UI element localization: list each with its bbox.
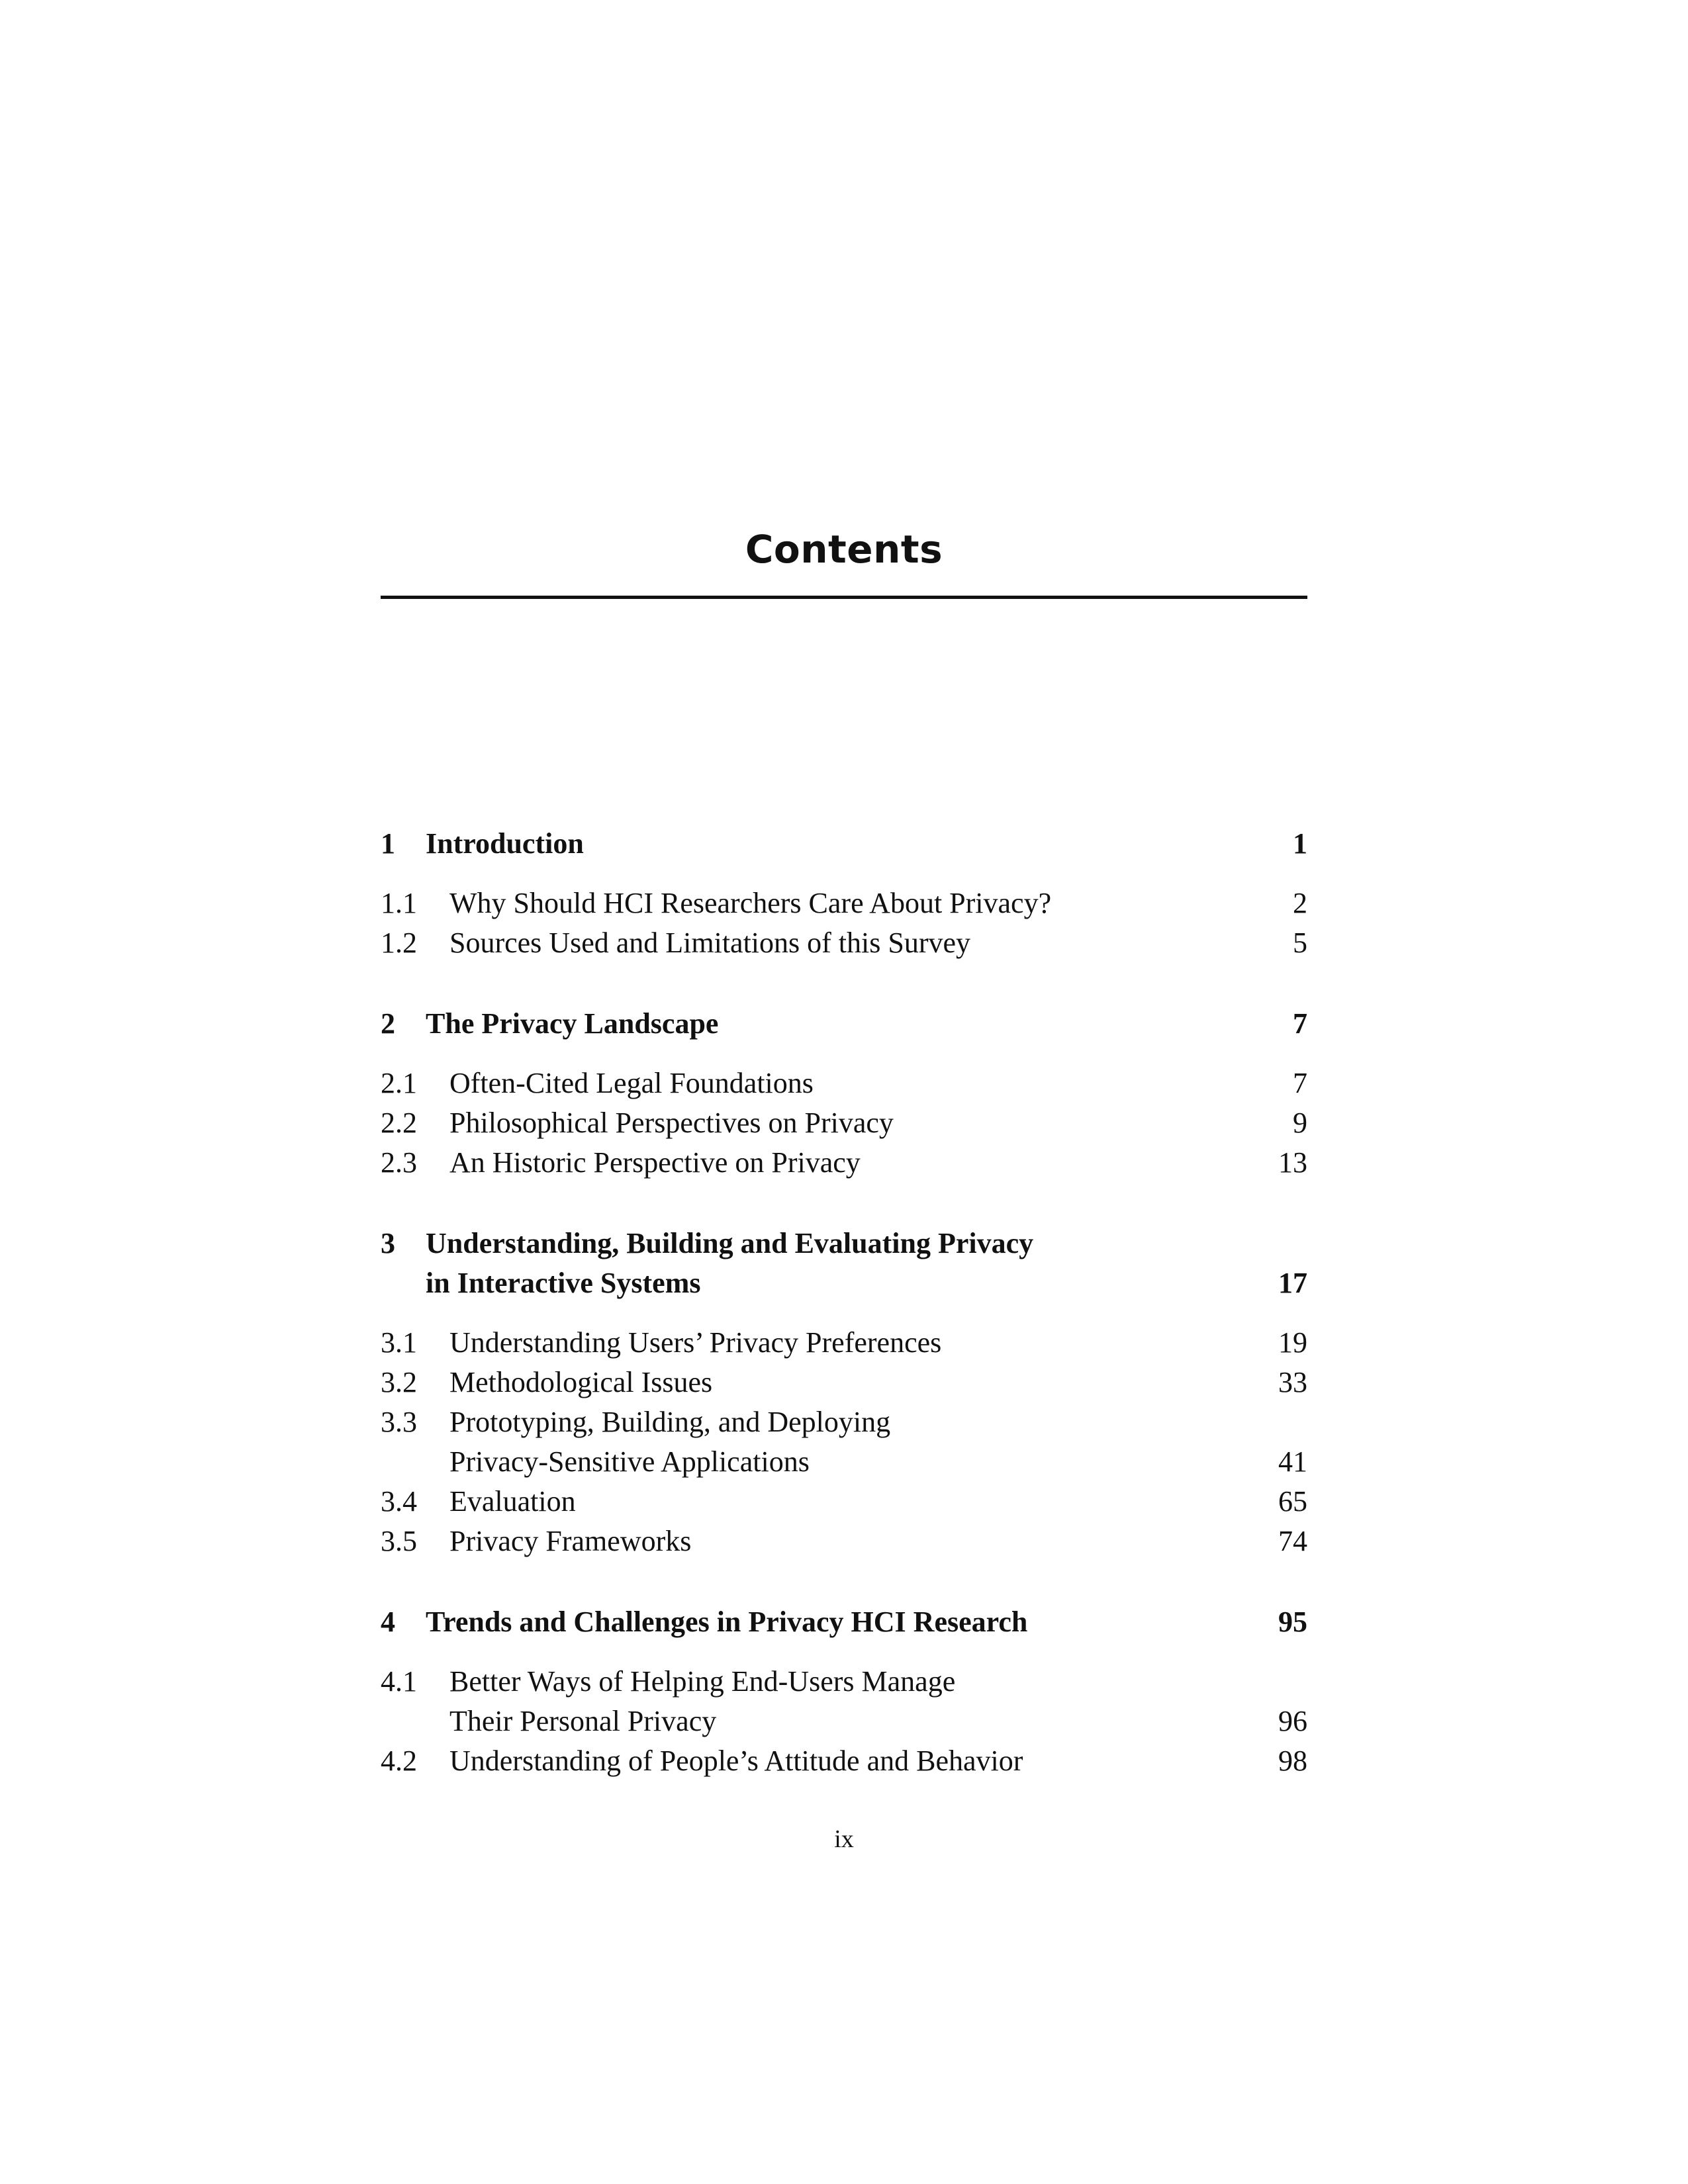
table-of-contents [381, 824, 1307, 1822]
page-title: Contents [745, 527, 943, 572]
chapter-title-line: Introduction [426, 827, 584, 860]
section-title-line: An Historic Perspective on Privacy [449, 1146, 861, 1179]
section-entry[interactable] [381, 1482, 1307, 1522]
chapter-heading[interactable] [381, 1602, 1307, 1642]
section-title-line: Privacy-Sensitive Applications [449, 1445, 810, 1478]
section-number: 2.1 [381, 1067, 417, 1099]
chapter-title-line: Understanding, Building and Evaluating Privacy [426, 1227, 1034, 1259]
section-entry[interactable] [381, 1103, 1307, 1143]
section-title-line: Sources Used and Limitations of this Survey [449, 927, 971, 959]
chapter-title [426, 1004, 1220, 1044]
section-title-line: Understanding of People’s Attitude and Behavior [449, 1745, 1023, 1777]
section-title [449, 1402, 1145, 1482]
chapter-title [426, 1224, 1220, 1303]
section-number: 2.2 [381, 1107, 417, 1139]
section-title-line: Often-Cited Legal Foundations [449, 1067, 814, 1099]
section-title [449, 884, 1145, 923]
section-title [449, 1482, 1145, 1522]
section-number: 2.3 [381, 1146, 417, 1179]
section-title-line: Philosophical Perspectives on Privacy [449, 1107, 894, 1139]
section-page-number: 98 [1278, 1745, 1307, 1777]
section-title [449, 1363, 1145, 1402]
section-title [449, 923, 1145, 963]
section-entry[interactable] [381, 1741, 1307, 1781]
section-number: 1.1 [381, 887, 417, 919]
section-title-line: Evaluation [449, 1485, 576, 1518]
section-page-number: 33 [1278, 1366, 1307, 1398]
chapter-heading[interactable] [381, 1004, 1307, 1044]
section-page-number: 2 [1293, 887, 1307, 919]
chapter-title-line: The Privacy Landscape [426, 1007, 719, 1040]
chapter-title [426, 1602, 1220, 1642]
section-title-line: Better Ways of Helping End-Users Manage [449, 1665, 956, 1698]
section-page-number: 65 [1278, 1485, 1307, 1518]
chapter-4 [381, 1602, 1307, 1781]
section-entry[interactable] [381, 884, 1307, 923]
section-entry[interactable] [381, 1064, 1307, 1103]
chapter-page-number: 1 [1293, 827, 1307, 860]
chapter-2 [381, 1004, 1307, 1183]
section-page-number: 41 [1278, 1445, 1307, 1478]
section-title-line: Understanding Users’ Privacy Preferences [449, 1326, 942, 1359]
section-title [449, 1522, 1145, 1561]
chapter-title-line: in Interactive Systems [426, 1267, 701, 1299]
chapter-heading[interactable] [381, 1224, 1307, 1303]
section-title [449, 1143, 1145, 1183]
chapter-number: 2 [381, 1007, 395, 1040]
section-title-line: Their Personal Privacy [449, 1705, 717, 1737]
chapter-number: 1 [381, 827, 395, 860]
section-title [449, 1064, 1145, 1103]
section-number: 3.3 [381, 1406, 417, 1438]
chapter-page-number: 17 [1278, 1267, 1307, 1299]
chapter-title [426, 824, 1220, 864]
section-page-number: 9 [1293, 1107, 1307, 1139]
section-page-number: 19 [1278, 1326, 1307, 1359]
section-number: 1.2 [381, 927, 417, 959]
section-page-number: 13 [1278, 1146, 1307, 1179]
section-entry[interactable] [381, 1323, 1307, 1363]
chapter-page-number: 95 [1278, 1606, 1307, 1638]
chapter-heading[interactable] [381, 824, 1307, 864]
section-title [449, 1103, 1145, 1143]
section-number: 3.5 [381, 1525, 417, 1557]
section-title [449, 1323, 1145, 1363]
chapter-page-number: 7 [1293, 1007, 1307, 1040]
section-page-number: 96 [1278, 1705, 1307, 1737]
section-entry[interactable] [381, 1402, 1307, 1482]
section-number: 3.4 [381, 1485, 417, 1518]
section-page-number: 74 [1278, 1525, 1307, 1557]
chapter-3 [381, 1224, 1307, 1561]
section-title-line: Why Should HCI Researchers Care About Privacy? [449, 887, 1052, 919]
section-entry[interactable] [381, 1662, 1307, 1741]
title-rule [381, 596, 1307, 599]
section-title-line: Privacy Frameworks [449, 1525, 692, 1557]
section-page-number: 5 [1293, 927, 1307, 959]
section-title-line: Methodological Issues [449, 1366, 713, 1398]
chapter-number: 3 [381, 1227, 395, 1259]
section-entry[interactable] [381, 1143, 1307, 1183]
folio-page-number: ix [834, 1825, 854, 1853]
section-title-line: Prototyping, Building, and Deploying [449, 1406, 891, 1438]
chapter-1 [381, 824, 1307, 963]
section-entry[interactable] [381, 923, 1307, 963]
chapter-number: 4 [381, 1606, 395, 1638]
section-title [449, 1741, 1145, 1781]
section-page-number: 7 [1293, 1067, 1307, 1099]
section-entry[interactable] [381, 1363, 1307, 1402]
section-number: 4.1 [381, 1665, 417, 1698]
chapter-title-line: Trends and Challenges in Privacy HCI Research [426, 1606, 1028, 1638]
section-entry[interactable] [381, 1522, 1307, 1561]
section-number: 3.2 [381, 1366, 417, 1398]
section-title [449, 1662, 1145, 1741]
section-number: 4.2 [381, 1745, 417, 1777]
section-number: 3.1 [381, 1326, 417, 1359]
